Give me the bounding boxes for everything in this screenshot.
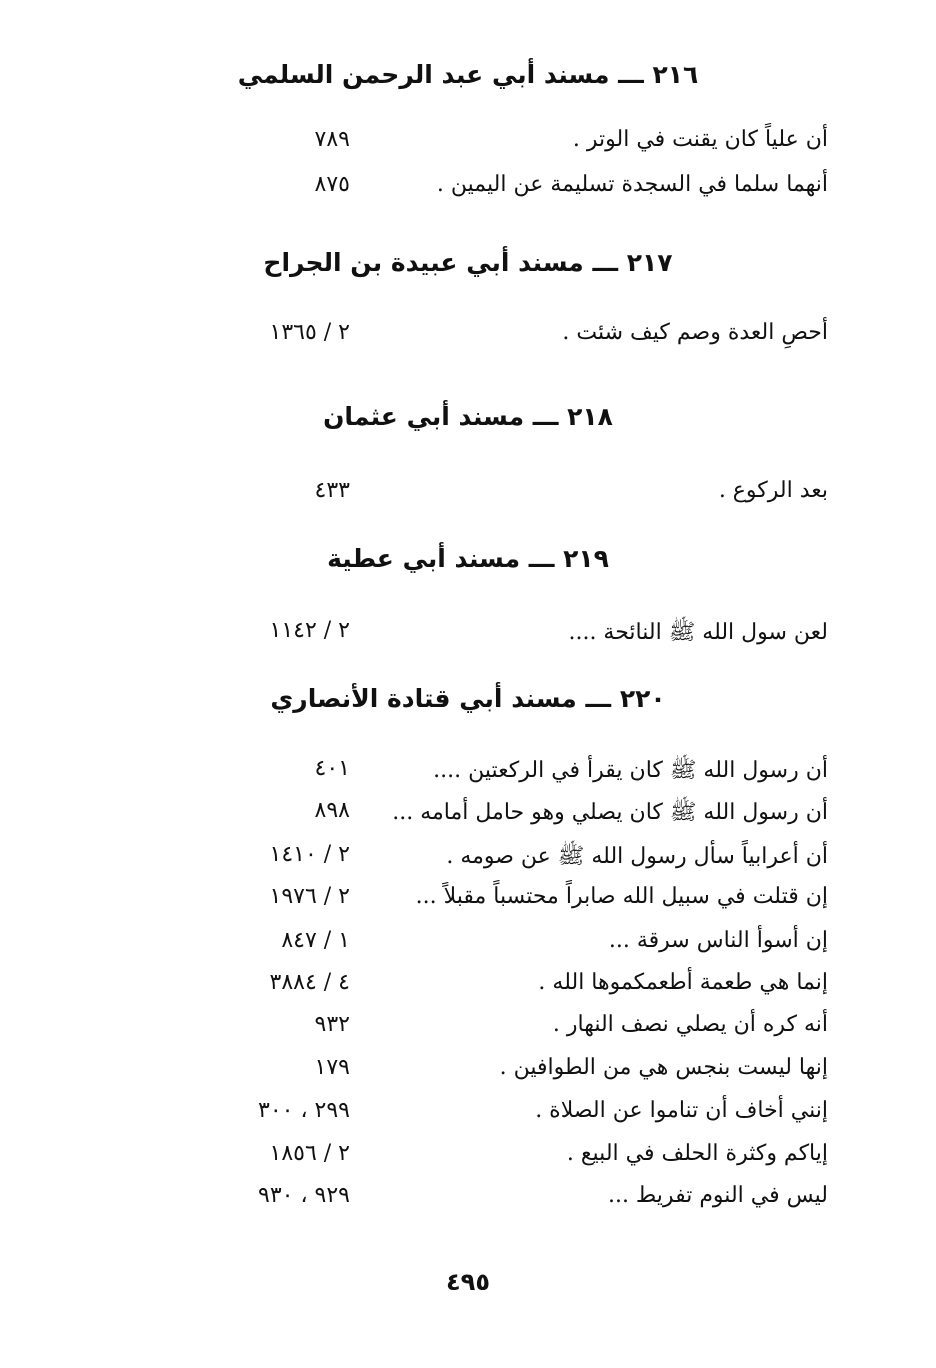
hadith-reference: ١٧٩ bbox=[314, 1055, 350, 1080]
hadith-text: أنهما سلما في السجدة تسليمة عن اليمين . bbox=[436, 172, 828, 197]
hadith-reference: ٤٣٣ bbox=[314, 478, 350, 503]
hadith-text: أن رسول الله ﷺ كان يصلي وهو حامل أمامه ... bbox=[392, 800, 828, 825]
hadith-text: إنما هي طعمة أطعمكموها الله . bbox=[538, 970, 828, 995]
hadith-reference: ٨٩٨ bbox=[314, 798, 350, 823]
hadith-entry bbox=[0, 172, 936, 212]
hadith-entry bbox=[0, 320, 936, 360]
hadith-entry bbox=[0, 1055, 936, 1095]
hadith-entry bbox=[0, 478, 936, 518]
hadith-reference: ٢ / ١٤١٠ bbox=[269, 842, 350, 867]
hadith-reference: ٤ / ٣٨٨٤ bbox=[269, 970, 350, 995]
hadith-reference: ١ / ٨٤٧ bbox=[281, 928, 350, 953]
hadith-text: أحصِ العدة وصم كيف شئت . bbox=[562, 320, 828, 345]
hadith-text: أنه كره أن يصلي نصف النهار . bbox=[552, 1012, 828, 1037]
hadith-entry bbox=[0, 798, 936, 838]
section-heading: ٢١٩ ـــ مسند أبي عطية bbox=[327, 544, 609, 573]
hadith-entry bbox=[0, 127, 936, 167]
hadith-entry bbox=[0, 1183, 936, 1223]
page-number: ٤٩٥ bbox=[446, 1268, 490, 1296]
hadith-reference: ٢ / ١٩٧٦ bbox=[269, 884, 350, 909]
hadith-text: أن أعرابياً سأل رسول الله ﷺ عن صومه . bbox=[446, 844, 828, 869]
hadith-reference: ٩٣٢ bbox=[314, 1012, 350, 1037]
section-heading: ٢١٦ ـــ مسند أبي عبد الرحمن السلمي bbox=[237, 60, 699, 89]
hadith-entry bbox=[0, 1012, 936, 1052]
hadith-text: إياكم وكثرة الحلف في البيع . bbox=[566, 1141, 828, 1166]
hadith-entry bbox=[0, 618, 936, 658]
hadith-text: لعن سول الله ﷺ النائحة .... bbox=[568, 620, 828, 645]
hadith-text: إن قتلت في سبيل الله صابراً محتسباً مقبلاً ... bbox=[415, 884, 828, 909]
hadith-reference: ٧٨٩ bbox=[314, 127, 350, 152]
hadith-text: إنها ليست بنجس هي من الطوافين . bbox=[499, 1055, 828, 1080]
hadith-text: إنني أخاف أن تناموا عن الصلاة . bbox=[535, 1098, 828, 1123]
hadith-reference: ٩٢٩ ، ٩٣٠ bbox=[258, 1183, 350, 1208]
hadith-reference: ٤٠١ bbox=[314, 756, 350, 781]
hadith-text: ليس في النوم تفريط ... bbox=[607, 1183, 828, 1208]
hadith-entry bbox=[0, 884, 936, 924]
hadith-entry bbox=[0, 1098, 936, 1138]
section-heading: ٢١٧ ـــ مسند أبي عبيدة بن الجراح bbox=[263, 248, 673, 277]
hadith-entry bbox=[0, 842, 936, 882]
hadith-text: إن أسوأ الناس سرقة ... bbox=[608, 928, 828, 953]
hadith-reference: ٢ / ١١٤٢ bbox=[269, 618, 350, 643]
hadith-text: أن علياً كان يقنت في الوتر . bbox=[572, 127, 828, 152]
hadith-reference: ٢ / ١٨٥٦ bbox=[269, 1141, 350, 1166]
hadith-text: بعد الركوع . bbox=[718, 478, 828, 503]
hadith-entry bbox=[0, 1141, 936, 1181]
hadith-entry bbox=[0, 756, 936, 796]
hadith-entry bbox=[0, 928, 936, 968]
section-heading: ٢١٨ ـــ مسند أبي عثمان bbox=[323, 402, 613, 431]
hadith-text: أن رسول الله ﷺ كان يقرأ في الركعتين .... bbox=[433, 758, 828, 783]
hadith-entry bbox=[0, 970, 936, 1010]
hadith-reference: ٢ / ١٣٦٥ bbox=[269, 320, 350, 345]
hadith-reference: ٨٧٥ bbox=[314, 172, 350, 197]
hadith-reference: ٢٩٩ ، ٣٠٠ bbox=[258, 1098, 350, 1123]
section-heading: ٢٢٠ ـــ مسند أبي قتادة الأنصاري bbox=[270, 684, 666, 713]
